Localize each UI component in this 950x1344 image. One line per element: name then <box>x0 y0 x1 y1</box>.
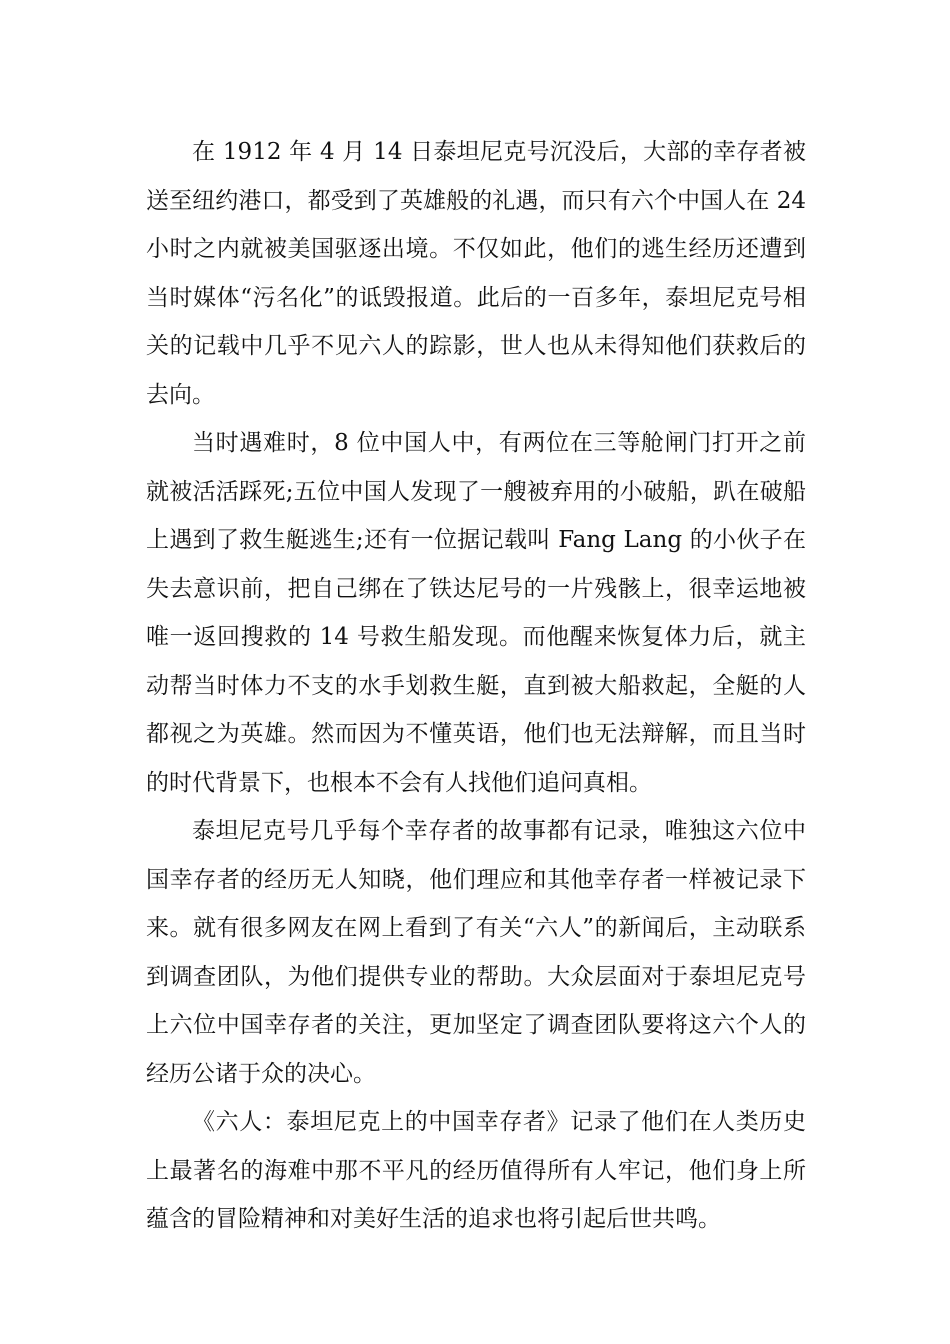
paragraph-3: 泰坦尼克号几乎每个幸存者的故事都有记录，唯独这六位中国幸存者的经历无人知晓，他们理应和其他幸存者一样被记录下来。就有很多网友在网上看到了有关“六人”的新闻后，主动联系到调查团队，为他们提供专业的帮助。大众层面对于泰坦尼克号上六位中国幸存者的关注，更加坚定了调查团队要将这六个人的经历公诸于众的决心。 <box>146 818 806 1087</box>
paragraph-4: 《六人：泰坦尼克上的中国幸存者》记录了他们在人类历史上最著名的海难中那不平凡的经历值得所有人牢记，他们身上所蕴含的冒险精神和对美好生活的追求也将引起后世共鸣。 <box>146 1109 806 1232</box>
document-body <box>146 128 806 1244</box>
paragraph-1: 在 1912 年 4 月 14 日泰坦尼克号沉没后，大部的幸存者被送至纽约港口，都受到了英雄般的礼遇，而只有六个中国人在 24 小时之内就被美国驱逐出境。不仅如此，他们的逃生经历还遭到当时媒体“污名化”的诋毁报道。此后的一百多年，泰坦尼克号相关的记载中几乎不见六人的踪影，世人也从未得知他们获救后的去向。 <box>146 139 806 408</box>
paragraph-2: 当时遇难时，8 位中国人中，有两位在三等舱闸门打开之前就被活活踩死;五位中国人发现了一艘被弃用的小破船，趴在破船上遇到了救生艇逃生;还有一位据记载叫 Fang Lang 的小伙子在失去意识前，把自己绑在了铁达尼号的一片残骸上，很幸运地被唯一返回搜救的 14 号救生船发现。而他醒来恢复体力后，就主动帮当时体力不支的水手划救生艇，直到被大船救起，全艇的人都视之为英雄。然而因为不懂英语，他们也无法辩解，而且当时的时代背景下，也根本不会有人找他们追问真相。 <box>146 430 806 796</box>
